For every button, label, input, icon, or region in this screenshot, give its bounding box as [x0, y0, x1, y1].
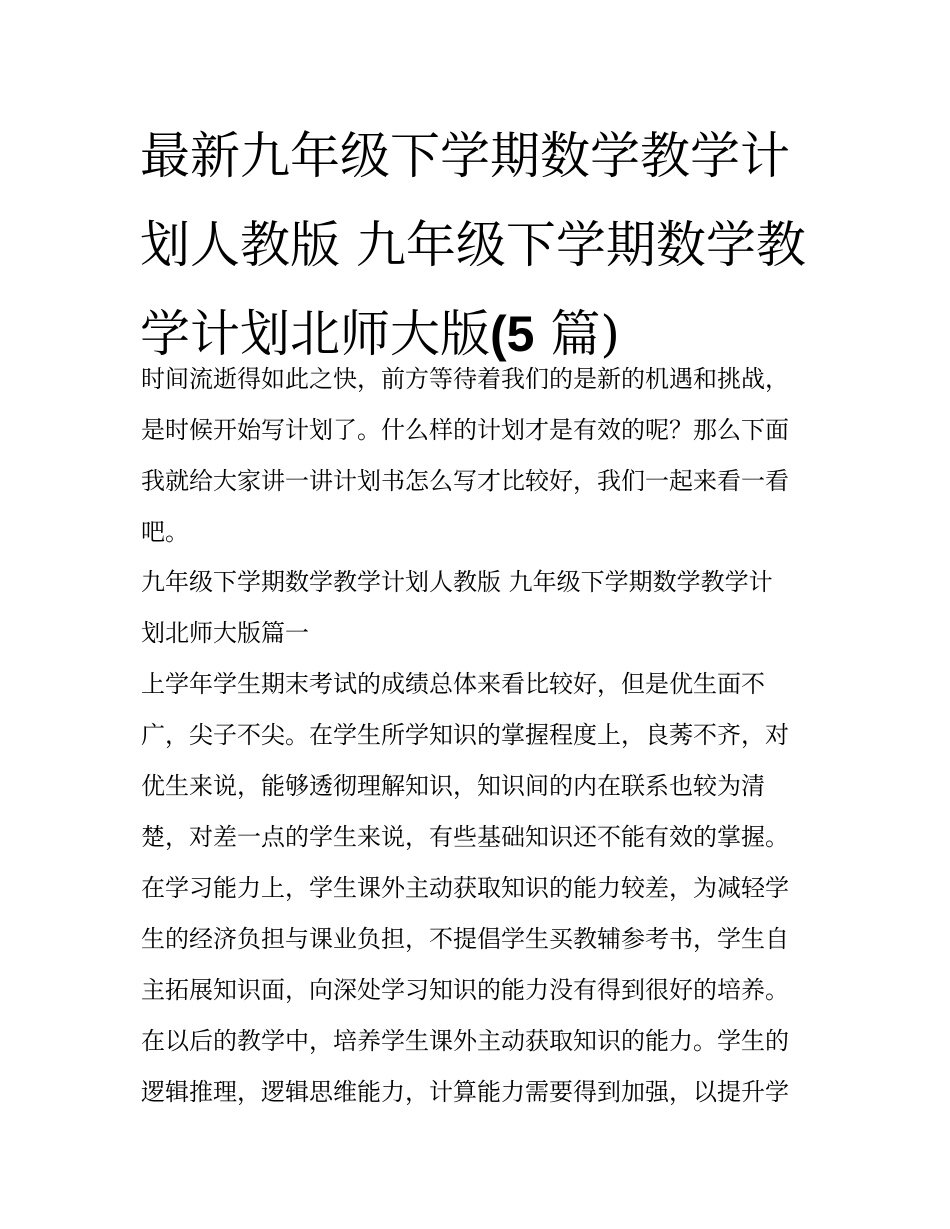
title-line-text: 学计划北师大版: [140, 305, 490, 363]
title-count: 5: [506, 306, 535, 362]
text-line: 上学年学生期末考试的成绩总体来看比较好，但是优生面不: [141, 670, 765, 698]
title-paren-open: (: [490, 306, 507, 362]
text-line: 划北师大版篇一: [141, 619, 309, 647]
text-line: 广，尖子不尖。在学生所学知识的掌握程度上，良莠不齐，对: [141, 721, 789, 749]
text-line: 时间流逝得如此之快，前方等待着我们的是新的机遇和挑战，: [141, 365, 789, 393]
intro-paragraph: [141, 354, 821, 558]
text-line: 九年级下学期数学教学计划人教版 九年级下学期数学教学计: [141, 568, 773, 596]
text-line: 是时候开始写计划了。什么样的计划才是有效的呢？那么下面: [141, 416, 789, 444]
text-line: 优生来说，能够透彻理解知识，知识间的内在联系也较为清: [141, 772, 765, 800]
title-line: 最新九年级下学期数学教学计: [140, 127, 790, 185]
section-heading: [141, 557, 821, 659]
text-line: 在学习能力上，学生课外主动获取知识的能力较差，为减轻学: [141, 874, 789, 902]
text-line: 主拓展知识面，向深处学习知识的能力没有得到很好的培养。: [141, 976, 789, 1004]
text-line: 我就给大家讲一讲计划书怎么写才比较好，我们一起来看一看: [141, 467, 789, 495]
document-title: [140, 112, 840, 379]
text-line: 吧。: [141, 518, 189, 546]
body-paragraph: [141, 659, 821, 1118]
text-line: 在以后的教学中，培养学生课外主动获取知识的能力。学生的: [141, 1027, 789, 1055]
text-line: 楚，对差一点的学生来说，有些基础知识还不能有效的掌握。: [141, 823, 789, 851]
text-line: 逻辑推理，逻辑思维能力，计算能力需要得到加强，以提升学: [141, 1078, 789, 1106]
title-count-unit: 篇): [534, 305, 620, 363]
title-line: 划人教版 九年级下学期数学教: [140, 216, 806, 274]
text-line: 生的经济负担与课业负担，不提倡学生买教辅参考书，学生自: [141, 925, 789, 953]
